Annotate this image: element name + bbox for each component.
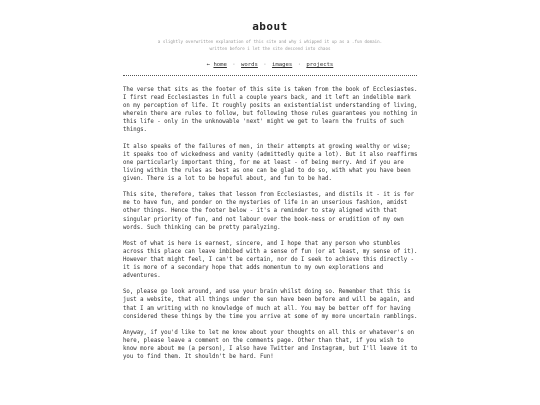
nav-separator: · (232, 62, 236, 68)
nav-separator: · (263, 62, 267, 68)
nav-link-words[interactable]: words (241, 62, 258, 68)
main-content (123, 86, 419, 369)
page-subtitle (0, 38, 540, 52)
nav-separator: · (297, 62, 301, 68)
page-title: about (252, 20, 288, 33)
subtitle-line: a slightly overwritten explanation of this site and why i whipped it up as a .fun domain. (157, 39, 383, 44)
main-nav (0, 61, 540, 69)
header-divider (123, 75, 417, 76)
nav-link-projects[interactable]: projects (306, 62, 334, 68)
paragraph: The verse that sits as the footer of this site is taken from the book of Ecclesiastes. I first read Ecclesiastes in full a couple years back, and it left an indelible mark on my perception of life. It roughly posits an existentialist understanding of living, wherein there are rules to follow, but following those rules guarantees you nothing in this life - only in the unknowable 'next' might we get to learn the fruits of such things. (123, 87, 418, 134)
subtitle-line: written before i let the site descend into chaos (209, 46, 331, 51)
paragraph: Most of what is here is earnest, sincere, and I hope that any person who stumbles across this place can leave imbibed with a sense of fun (or at least, my sense of it). However that might feel, I can't be certain, nor do I seek to achieve this directly - it is more of a secondary hope that adds momentum to my own explorations and adventures. (123, 240, 418, 280)
paragraph: Anyway, if you'd like to let me know about your thoughts on all this or whatever's on here, please leave a comment on the comments page. Other than that, if you wish to know more about me (a person), I also have Twitter and Instagram, but I'll leave it to you to find them. It shouldn't be hard. Fun! (123, 329, 418, 361)
back-arrow-icon: ← (206, 62, 211, 68)
paragraph: It also speaks of the failures of men, in their attempts at growing wealthy or wise; it speaks too of wickedness and vanity (admittedly quite a lot). But it also reaffirms one particularly important thing, for me at least - of being merry. And if you are living within the rules as best as one can be glad to do so, with what you have been given. There is a lot to be hopeful about, and fun to be had. (123, 143, 418, 183)
nav-link-home[interactable]: home (213, 62, 227, 68)
paragraph: So, please go look around, and use your brain whilst doing so. Remember that this is just a website, that all things under the sun have been before and will be again, and that I am writing with no knowledge of much at all. You may be better off for having considered these things by the time you arrive at some of my more uncertain ramblings. (123, 289, 418, 320)
nav-link-images[interactable]: images (272, 62, 293, 68)
site-header (0, 0, 540, 69)
paragraph: This site, therefore, takes that lesson from Ecclesiastes, and distils it - it is for me to have fun, and ponder on the mysteries of life in an unserious fashion, amidst other things. Hence the footer below - it's a reminder to stay aligned with that singular priority of fun, and not labour over the book-ness or erudition of my own words. Such thinking can be pretty paralyzing. (123, 192, 415, 231)
